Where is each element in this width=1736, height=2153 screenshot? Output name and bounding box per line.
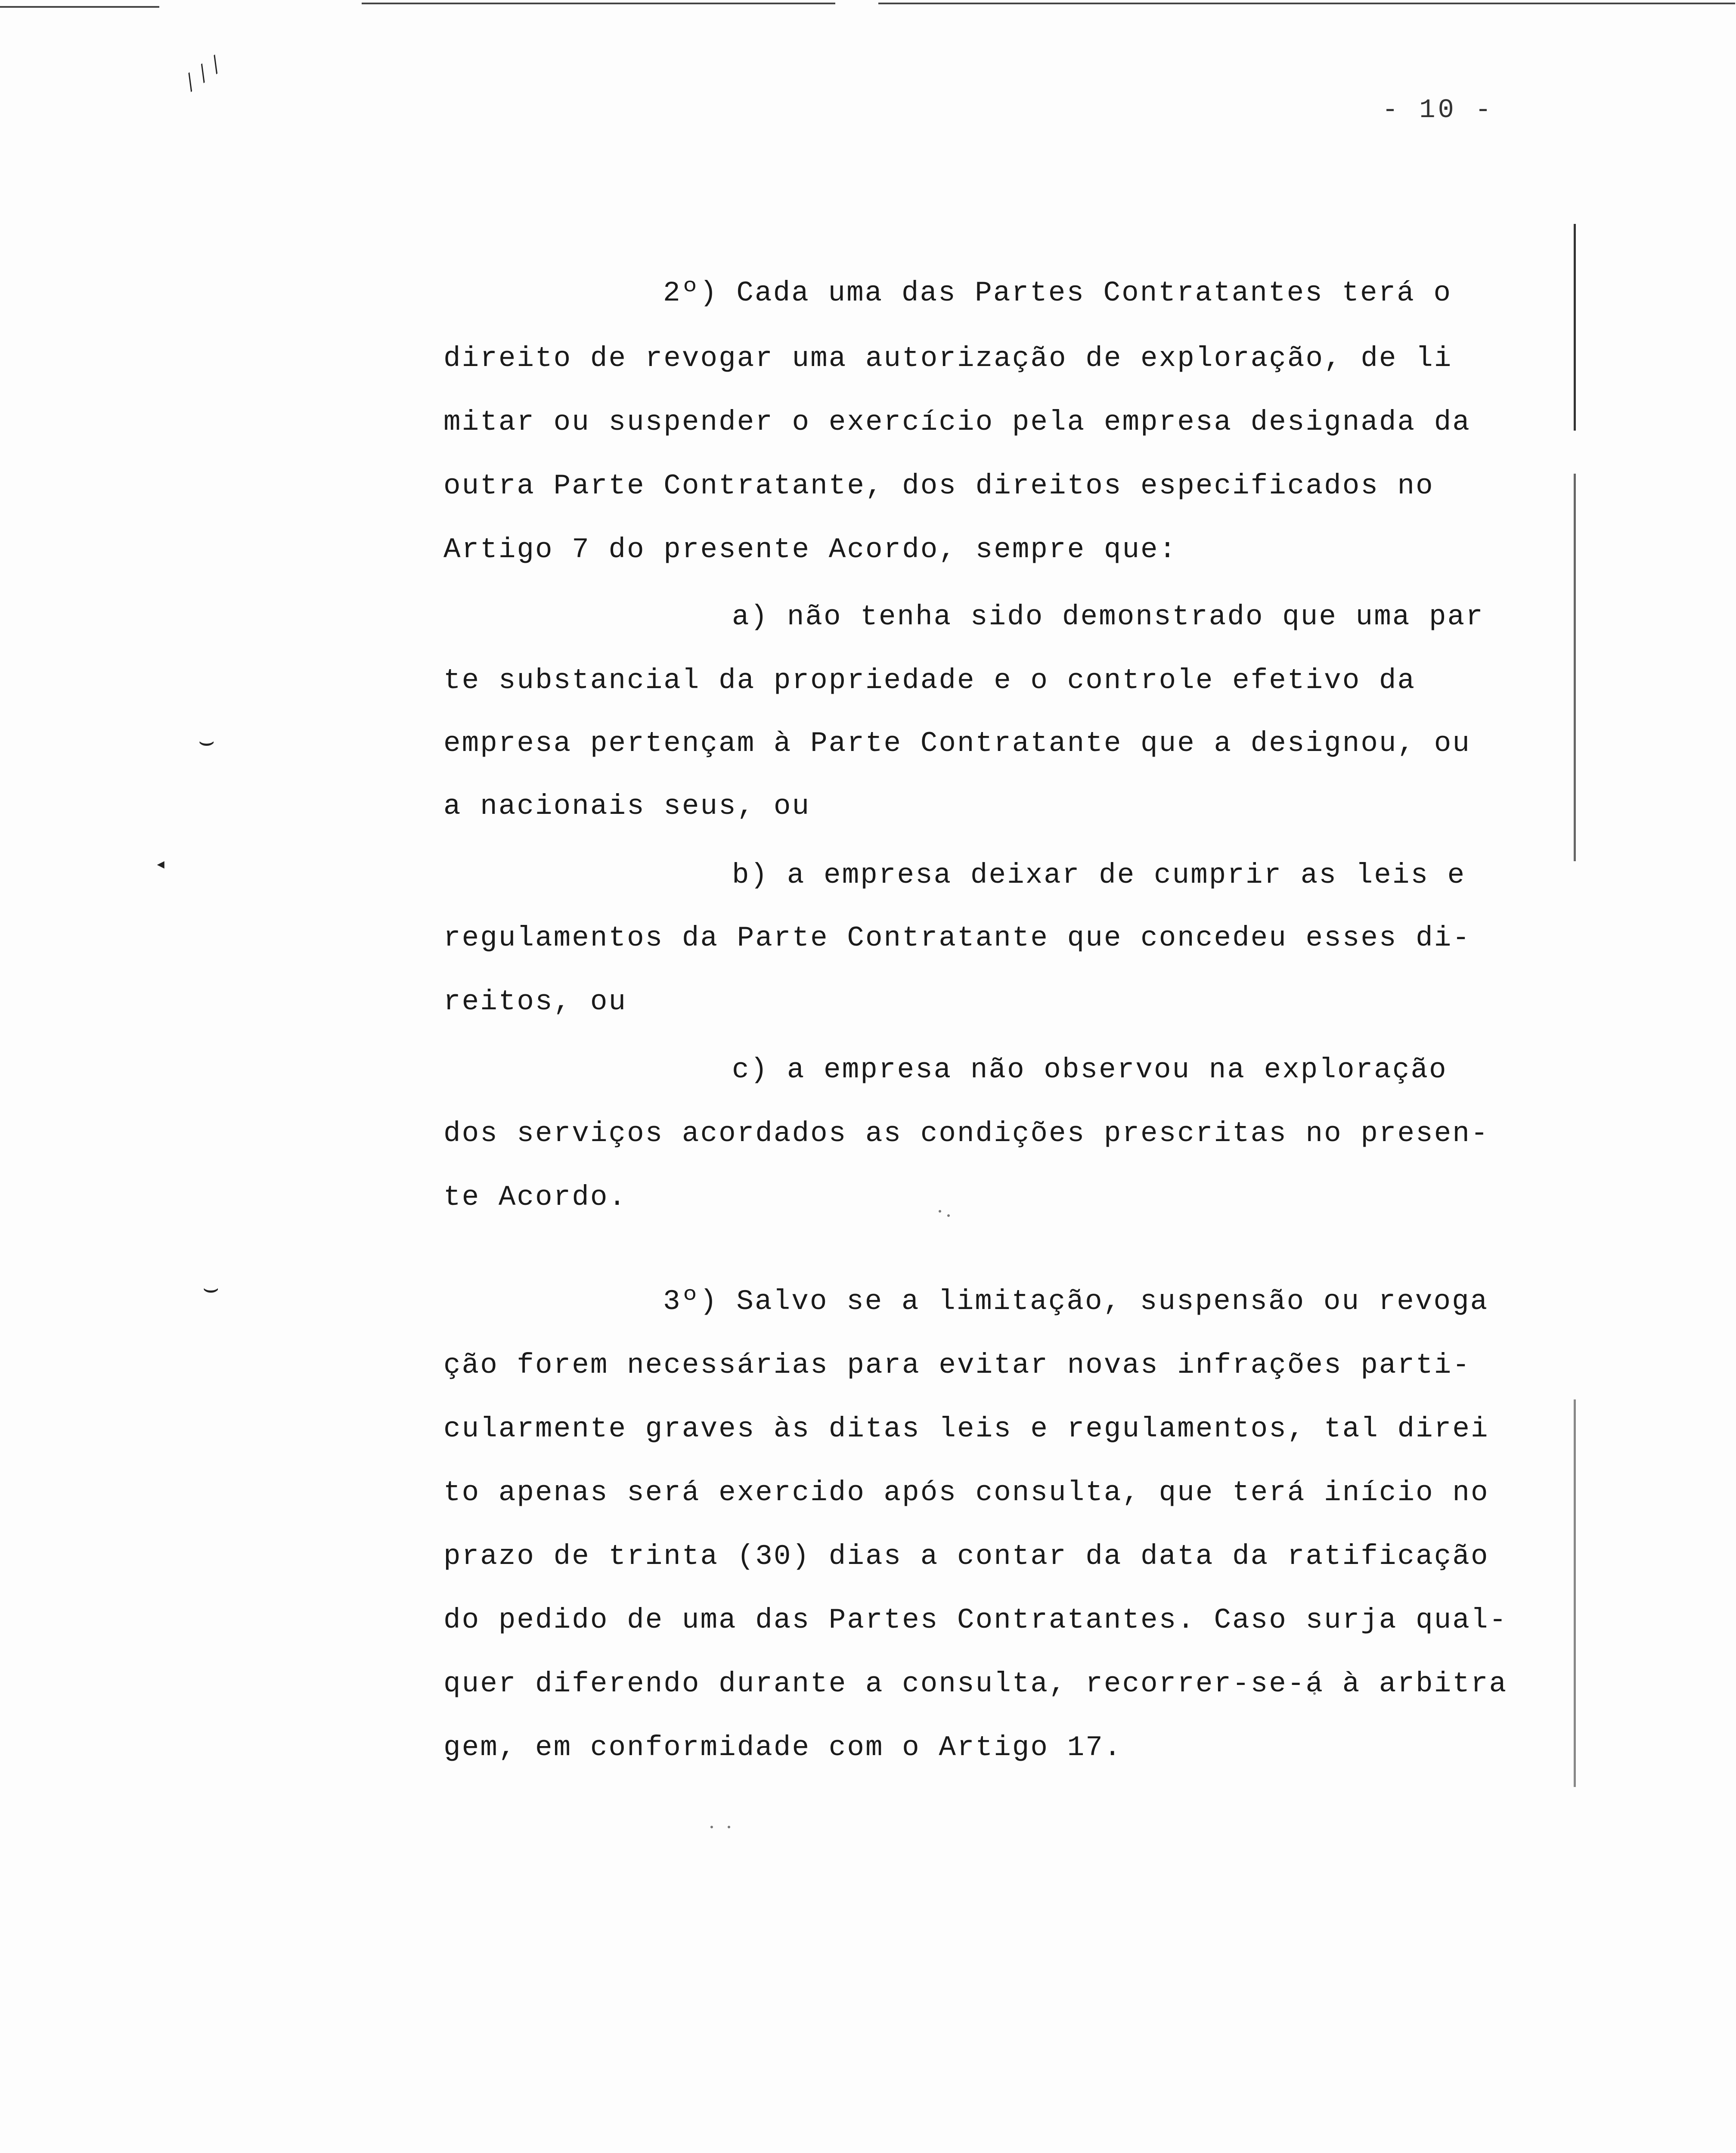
scan-stroke-mark: ⁄⁄⁄ [177, 50, 232, 100]
scan-bracket-mark: ⌣ [198, 729, 215, 758]
text-line: dos serviços acordados as condições prescritas no presen- [443, 1117, 1489, 1150]
text-line: direito de revogar uma autorização de exploração, de li [443, 342, 1453, 375]
text-line: regulamentos da Parte Contratante que concedeu esses di- [443, 922, 1471, 954]
scan-speck [710, 1826, 713, 1828]
text-line: b) a empresa deixar de cumprir as leis e [732, 859, 1466, 891]
right-edge-mark [1574, 224, 1576, 431]
text-line: quer diferendo durante a consulta, recorrer-se-á à arbitra [443, 1668, 1508, 1700]
text-line: cularmente graves às ditas leis e regulamentos, tal direi [443, 1413, 1489, 1445]
scan-speck [728, 1826, 730, 1828]
scan-arrow-mark: ◂ [155, 854, 167, 876]
text-line: empresa pertençam à Parte Contratante que a designou, ou [443, 727, 1471, 760]
text-line: Artigo 7 do presente Acordo, sempre que: [443, 534, 1178, 566]
text-line: c) a empresa não observou na exploração [732, 1054, 1448, 1086]
text-line: 3º) Salvo se a limitação, suspensão ou revoga [663, 1285, 1489, 1318]
right-edge-mark [1574, 1399, 1576, 1787]
text-line: a) não tenha sido demonstrado que uma par [732, 601, 1484, 633]
top-edge-rule [362, 3, 835, 4]
text-line: 2º) Cada uma das Partes Contratantes terá o [663, 277, 1452, 309]
scan-bracket-mark: ⌣ [202, 1275, 220, 1305]
page-number: - 10 - [1382, 95, 1494, 125]
top-edge-rule [878, 3, 1735, 4]
text-line: prazo de trinta (30) dias a contar da data da ratificação [443, 1540, 1489, 1573]
right-edge-mark [1574, 474, 1576, 861]
scan-speck [947, 1214, 950, 1217]
text-line: do pedido de uma das Partes Contratantes. Caso surja qual- [443, 1604, 1508, 1636]
text-line: outra Parte Contratante, dos direitos especificados no [443, 470, 1434, 502]
text-line: to apenas será exercido após consulta, que terá início no [443, 1477, 1489, 1509]
text-line: reitos, ou [443, 986, 627, 1018]
text-line: te substancial da propriedade e o controle efetivo da [443, 664, 1416, 697]
text-line: mitar ou suspender o exercício pela empresa designada da [443, 406, 1471, 438]
top-edge-rule [0, 6, 159, 8]
text-line: ção forem necessárias para evitar novas infrações parti- [443, 1349, 1471, 1381]
text-line: te Acordo. [443, 1181, 627, 1213]
text-line: a nacionais seus, ou [443, 790, 811, 822]
scan-speck [939, 1210, 941, 1213]
text-line: gem, em conformidade com o Artigo 17. [443, 1731, 1122, 1764]
